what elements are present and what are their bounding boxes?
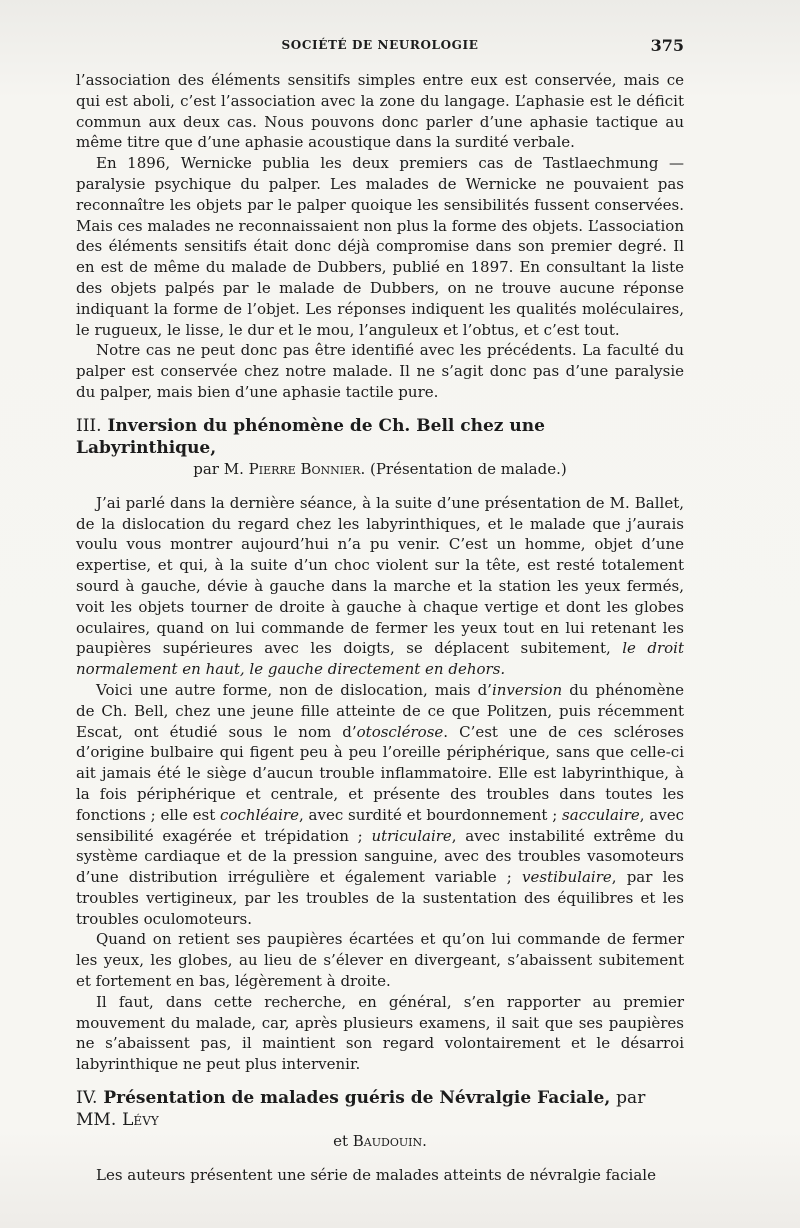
text-run: Voici une autre forme, non de dislocation, mais d’ [96, 680, 492, 699]
italic-text: le droit normalement en haut, le gauche directement en dehors. [76, 639, 684, 679]
byline-mid: et [333, 1132, 348, 1151]
byline-suffix: . (Présentation de malade.) [360, 459, 567, 478]
running-title: SOCIÉTÉ DE NEUROLOGIE [281, 38, 479, 52]
section-title: Inversion du phénomène de Ch. Bell chez une Labyrinthique, [76, 415, 545, 458]
italic-term: sacculaire [562, 805, 640, 824]
paragraph [76, 680, 684, 930]
section-byline [76, 1131, 684, 1151]
paragraph: Quand on retient ses paupières écartées et qu’on lui commande de fermer les yeux, les globes, au lieu de s’élever en divergeant, s’abaissent subitement et fortement en bas, légèrement à droite. [76, 930, 684, 991]
section-heading-iii [76, 415, 684, 479]
section-heading-iv [76, 1087, 684, 1151]
author-name: Pierre Bonnier [248, 459, 361, 478]
section-numeral: IV. [76, 1088, 98, 1109]
author-name: Lévy [122, 1110, 159, 1131]
paragraph [76, 493, 684, 680]
italic-term: otosclérose [356, 722, 444, 741]
text-run: . C’est une de ces scléroses d’origine bulbaire qui figent peu à peu l’oreille périphérique, sans que celle-ci ait jamais été le siège d’aucun trouble inflammatoire. Elle est labyrinthique, à la fois périphérique et centrale, et présente des troubles dans toutes les fonctions ; elle est [76, 722, 684, 824]
text-run: J’ai parlé dans la dernière séance, à la suite d’une présentation de M. Ballet, de la dislocation du regard chez les labyrinthiques, et le malade que j’aurais voulu vous montrer aujourd’hui n’a pu venir. C’est un homme, objet d’une expertise, et qui, à la suite d’un choc violent sur la tête, est resté totalement sourd à gauche, dévie à gauche dans la marche et la station les yeux fermés, voit les objets tourner de droite à gauche à chaque vertige et dont les globes oculaires, quand on lui commande de fermer les yeux tout en lui retenant les paupières supérieures avec les doigts, se déplacent subitement, [76, 493, 684, 658]
italic-term: vestibulaire [522, 868, 612, 887]
section-byline [76, 459, 684, 479]
paragraph: l’association des éléments sensitifs simples entre eux est conservée, mais ce qui est aboli, c’est l’association avec la zone du langage. L’aphasie est le déficit commun aux deux cas. Nous pouvons donc parler d’une aphasie tactique au même titre que d’une aphasie acoustique dans la surdité verbale. [76, 71, 684, 152]
byline-prefix: par MM. [76, 1088, 646, 1131]
byline-suffix: . [422, 1132, 427, 1151]
text-run: , par les troubles vertigineux, par les troubles de la sustentation des équilibres et les troubles oculomoteurs. [76, 868, 684, 928]
text-run: , avec sensibilité exagérée et trépidation ; [76, 805, 684, 845]
byline-prefix: par M. [193, 459, 244, 478]
section-title: Présentation de malades guéris de Névralgie Faciale, [103, 1088, 611, 1109]
italic-term: inversion [491, 680, 563, 699]
paragraph: Il faut, dans cette recherche, en général, s’en rapporter au premier mouvement du malade, car, après plusieurs examens, il sait que ses paupières ne s’abaissent pas, il maintient son regard volontairement et le désarroi labyrinthique ne peut plus intervenir. [76, 992, 684, 1074]
italic-term: utriculaire [371, 826, 452, 845]
paragraph: Les auteurs présentent une série de malades atteints de névralgie faciale [96, 1166, 656, 1185]
italic-term: cochléaire [220, 805, 299, 824]
paragraph: En 1896, Wernicke publia les deux premiers cas de Tastlaechmung — paralysie psychique du palper. Les malades de Wernicke ne pouvaient pas reconnaître les objets par le palper quoique les sensibilités fussent conservées. Mais ces malades ne reconnaissaient non plus la forme des objets. L’association des éléments sensitifs était donc déjà compromise dans son premier degré. Il en est de même du malade de Dubbers, publié en 1897. En consultant la liste des objets palpés par le malade de Dubbers, on ne trouve aucune réponse indiquant la forme de l’objet. Les réponses indiquent les qualités moléculaires, le rugueux, le lisse, le dur et le mou, l’anguleux et l’obtus, et c’est tout. [76, 154, 684, 339]
text-run: du phénomène de Ch. Bell, chez une jeune fille atteinte de ce que Politzen, puis récemment Escat, ont étudié sous le nom d’ [76, 680, 684, 741]
author-name: Baudouin [352, 1132, 423, 1151]
paragraph: Notre cas ne peut donc pas être identifié avec les précédents. La faculté du palper est conservée chez notre malade. Il ne s’agit donc pas d’une paralysie du palper, mais bien d’une aphasie tactile pure. [76, 341, 684, 401]
page-header [76, 36, 684, 58]
text-run: , avec surdité et bourdonnement ; [298, 805, 563, 824]
section-numeral: III. [76, 415, 102, 436]
text-run: , avec instabilité extrême du système cardiaque et de la pression sanguine, avec des troubles vasomoteurs d’une distribution irrégulière et également variable ; [76, 826, 684, 887]
page-body [76, 70, 684, 1186]
page-number: 375 [650, 36, 684, 55]
